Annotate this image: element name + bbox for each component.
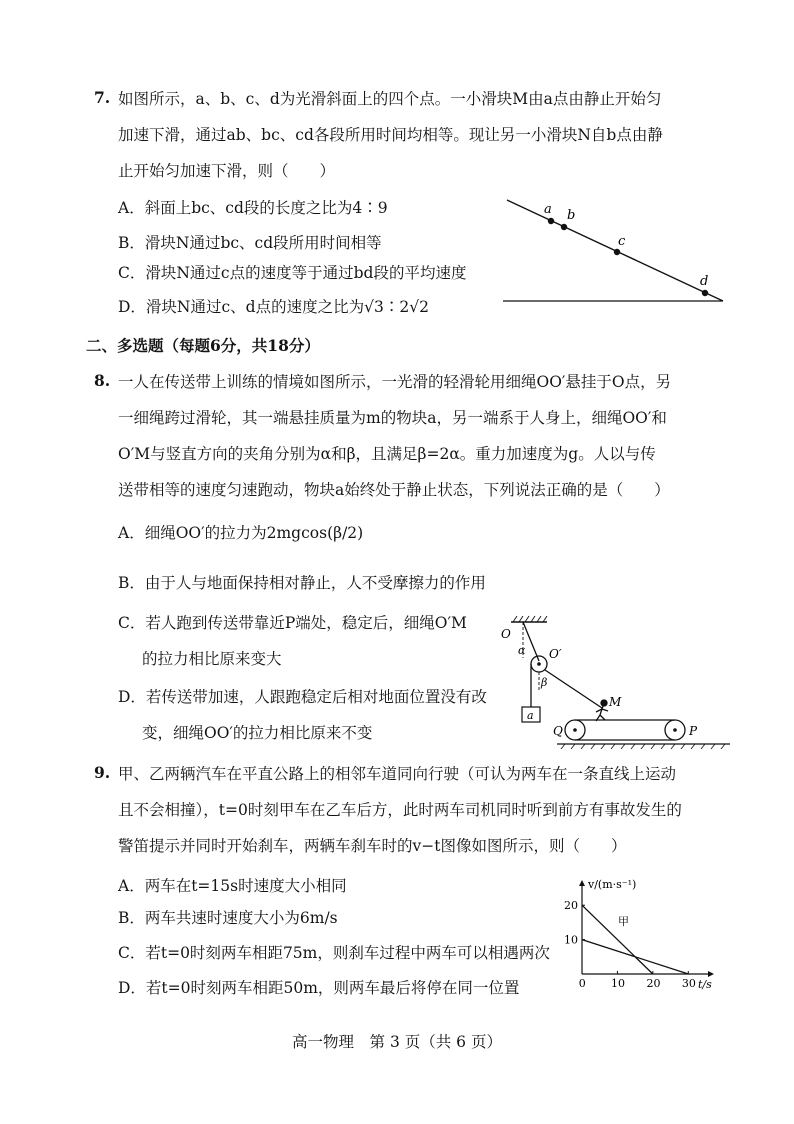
runner-figure [596, 700, 608, 721]
label-P: P [689, 724, 698, 738]
section-title: 二、多选题（每题6分，共18分） [86, 336, 320, 355]
x-axis-arrow [708, 971, 714, 977]
point-a-label: a [544, 202, 552, 217]
q7-number: 7. [94, 88, 111, 107]
q7-option-a: A．斜面上bc、cd段的长度之比为4∶9 [118, 199, 388, 217]
x-tick-label: 20 [646, 977, 661, 990]
y-tick-label: 10 [564, 933, 578, 947]
q9-stem-line-3: 警笛提示并同时开始刹车，两辆车刹车时的v−t图像如图所示，则（ ） [118, 837, 627, 855]
x-tick-label: 0 [578, 977, 586, 990]
q9-stem-line-2: 且不会相撞），t=0时刻甲车在乙车后方，此时两车司机同时听到前方有事故发生的 [118, 801, 682, 819]
q7-stem-line-3: 止开始匀加速下滑，则（ ） [118, 162, 336, 180]
point-d-dot [702, 290, 708, 296]
q8-option-d-line-1: D．若传送带加速，人跟跑稳定后相对地面位置没有改 [118, 688, 487, 706]
y-axis-label: v/(m·s⁻¹) [588, 878, 637, 891]
q8-stem-line-3: O′M与竖直方向的夹角分别为α和β，且满足β=2α。重力加速度为g。人以与传 [118, 445, 656, 463]
q8-stem-line-4: 送带相等的速度匀速跑动，物块a始终处于静止状态，下列说法正确的是（ ） [118, 481, 670, 499]
q8-conveyor-figure [495, 612, 735, 752]
label-O-prime: O′ [549, 647, 562, 661]
point-b-label: b [567, 208, 576, 223]
q7-option-b: B．滑块N通过bc、cd段所用时间相等 [118, 234, 382, 252]
q8-option-a: A．细绳OO′的拉力为2mgcos(β/2) [118, 524, 364, 542]
y-tick-label: 20 [564, 899, 578, 913]
q8-number: 8. [94, 371, 111, 390]
point-a-dot [548, 218, 554, 224]
q9-option-c: C．若t=0时刻两车相距75m，则刹车过程中两车可以相遇两次 [118, 944, 550, 962]
q9-number: 9. [94, 763, 111, 782]
x-axis-label: t/s [698, 978, 712, 991]
q8-option-c-line-2: 的拉力相比原来变大 [142, 650, 282, 668]
point-c-dot [614, 249, 620, 255]
series-line [582, 940, 688, 974]
q9-option-a: A．两车在t=15s时速度大小相同 [118, 877, 347, 895]
page-footer: 高一物理 第 3 页（共 6 页） [292, 1033, 502, 1051]
y-axis-arrow [579, 880, 585, 886]
q7-option-c: C．滑块N通过c点的速度等于通过bd段的平均速度 [118, 264, 467, 282]
q8-stem-line-2: 一细绳跨过滑轮，其一端悬挂质量为m的物块a，另一端系于人身上，细绳OO′和 [118, 409, 667, 427]
label-block-a: a [527, 709, 534, 722]
q9-vt-chart [558, 878, 718, 998]
point-b-dot [561, 224, 567, 230]
label-Q: Q [553, 724, 563, 738]
x-tick-label: 30 [681, 977, 696, 990]
label-beta: β [541, 676, 548, 689]
rope-O-prime-M [545, 670, 602, 708]
label-O: O [501, 627, 511, 641]
point-c-label: c [618, 234, 626, 249]
q8-option-b: B．由于人与地面保持相对静止，人不受摩擦力的作用 [118, 574, 486, 592]
q7-stem-line-1: 如图所示，a、b、c、d为光滑斜面上的四个点。一小滑块M由a点由静止开始匀 [118, 90, 662, 108]
q7-stem-line-2: 加速下滑，通过ab、bc、cd各段所用时间均相等。现让另一小滑块N自b点由静 [118, 126, 663, 144]
q9-stem-line-1: 甲、乙两辆汽车在平直公路上的相邻车道同向行驶（可认为两车在一条直线上运动 [118, 765, 677, 783]
label-alpha: α [518, 644, 526, 657]
q7-incline-figure [495, 190, 735, 310]
series-label: 甲 [618, 915, 629, 929]
label-M: M [609, 695, 622, 709]
q7-option-d: D．滑块N通过c、d点的速度之比为√3∶2√2 [118, 298, 429, 316]
q9-option-b: B．两车共速时速度大小为6m/s [118, 909, 338, 927]
q8-stem-line-1: 一人在传送带上训练的情境如图所示，一光滑的轻滑轮用细绳OO′悬挂于O点，另 [118, 373, 672, 391]
q8-option-c-line-1: C．若人跑到传送带靠近P端处，稳定后，细绳O′M [118, 614, 467, 632]
point-d-label: d [700, 274, 709, 289]
q9-option-d: D．若t=0时刻两车相距50m，则两车最后将停在同一位置 [118, 979, 520, 997]
q8-option-d-line-2: 变，细绳OO′的拉力相比原来不变 [142, 724, 373, 742]
x-tick-label: 10 [611, 977, 626, 990]
